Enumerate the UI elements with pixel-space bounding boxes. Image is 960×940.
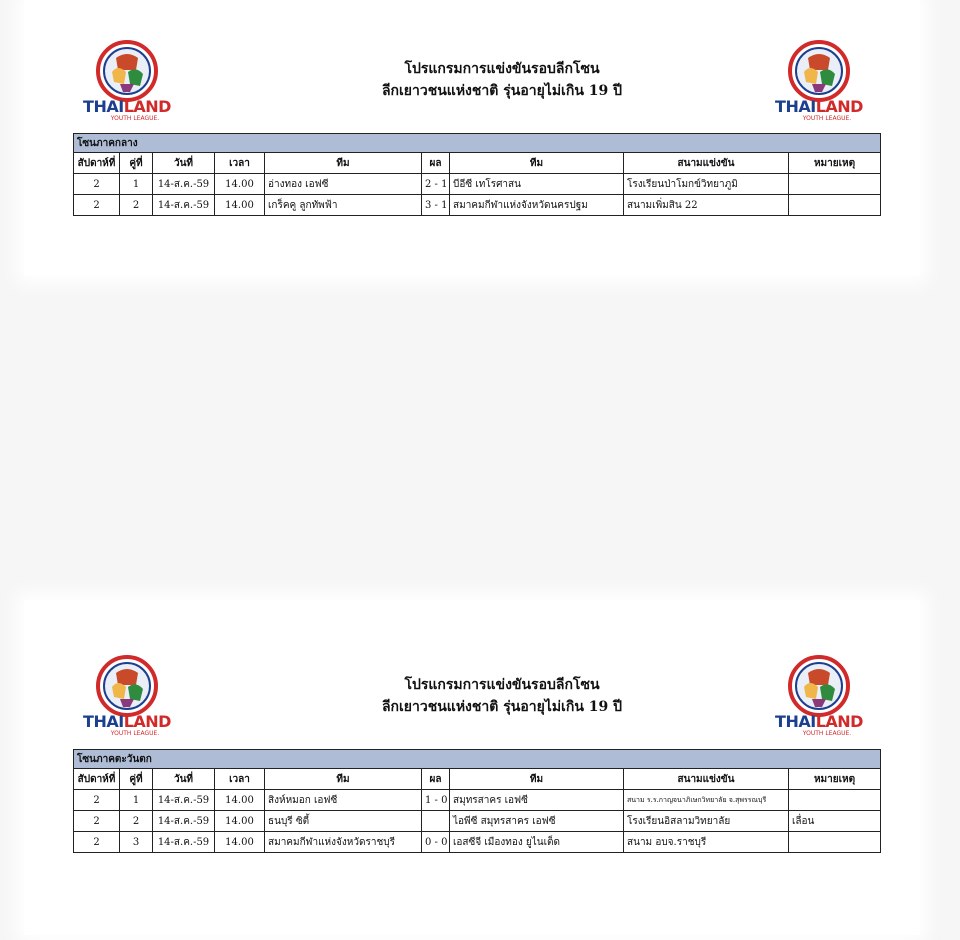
cell-venue: โรงเรียนป่าโมกข์วิทยาภูมิ bbox=[624, 174, 789, 195]
thailand-youth-league-logo-left bbox=[82, 655, 172, 741]
cell-date: 14-ส.ค.-59 bbox=[153, 832, 215, 853]
cell-date: 14-ส.ค.-59 bbox=[153, 790, 215, 811]
logo-wordmark: THAILAND bbox=[775, 712, 863, 731]
cell-result: 2 - 1 bbox=[422, 174, 450, 195]
schedule-table bbox=[73, 133, 881, 216]
cell-match-no: 2 bbox=[120, 811, 153, 832]
cell-time: 14.00 bbox=[215, 832, 265, 853]
cell-away-team: สมาคมกีฬาแห่งจังหวัดนครปฐม bbox=[450, 195, 624, 216]
football-logo-icon bbox=[96, 40, 158, 102]
cell-time: 14.00 bbox=[215, 195, 265, 216]
cell-result: 0 - 0 bbox=[422, 832, 450, 853]
col-time: เวลา bbox=[215, 153, 265, 174]
cell-match-no: 2 bbox=[120, 195, 153, 216]
cell-venue: สนาม ร.ร.กาญจนาภิเษกวิทยาลัย จ.สุพรรณบุรี bbox=[624, 790, 789, 811]
football-logo-icon bbox=[96, 655, 158, 717]
column-header-row bbox=[74, 153, 881, 174]
cell-match-no: 1 bbox=[120, 790, 153, 811]
col-match-no: คู่ที่ bbox=[120, 153, 153, 174]
schedule-sheet-central bbox=[24, 0, 920, 276]
thailand-youth-league-logo-right bbox=[774, 40, 864, 126]
title-line-2: ลีกเยาวชนแห่งชาติ รุ่นอายุไม่เกิน 19 ปี bbox=[381, 699, 623, 715]
cell-date: 14-ส.ค.-59 bbox=[153, 195, 215, 216]
cell-remarks bbox=[789, 790, 881, 811]
col-away-team: ทีม bbox=[450, 153, 624, 174]
col-week: สัปดาห์ที่ bbox=[74, 769, 120, 790]
thailand-youth-league-logo-right bbox=[774, 655, 864, 741]
cell-remarks: เลื่อน bbox=[789, 811, 881, 832]
col-away-team: ทีม bbox=[450, 769, 624, 790]
cell-time: 14.00 bbox=[215, 174, 265, 195]
zone-header-row bbox=[74, 134, 881, 153]
table-row bbox=[74, 790, 881, 811]
zone-name: โซนภาคตะวันตก bbox=[74, 750, 881, 769]
thailand-youth-league-logo-left bbox=[82, 40, 172, 126]
cell-week: 2 bbox=[74, 811, 120, 832]
cell-away-team: ไอพีซี สมุทรสาคร เอฟซี bbox=[450, 811, 624, 832]
zone-name: โซนภาคกลาง bbox=[74, 134, 881, 153]
col-time: เวลา bbox=[215, 769, 265, 790]
sheet-title bbox=[224, 674, 780, 718]
logo-subtitle: YOUTH LEAGUE. bbox=[110, 115, 160, 122]
cell-venue: สนาม อบจ.ราชบุรี bbox=[624, 832, 789, 853]
title-line-1: โปรแกรมการแข่งขันรอบลีกโซน bbox=[404, 61, 600, 77]
cell-home-team: อ่างทอง เอฟซี bbox=[265, 174, 422, 195]
cell-home-team: สมาคมกีฬาแห่งจังหวัดราชบุรี bbox=[265, 832, 422, 853]
cell-time: 14.00 bbox=[215, 790, 265, 811]
col-date: วันที่ bbox=[153, 769, 215, 790]
title-line-1: โปรแกรมการแข่งขันรอบลีกโซน bbox=[404, 677, 600, 693]
cell-week: 2 bbox=[74, 174, 120, 195]
schedule-sheet-western bbox=[24, 600, 920, 935]
cell-date: 14-ส.ค.-59 bbox=[153, 174, 215, 195]
cell-week: 2 bbox=[74, 832, 120, 853]
cell-home-team: เกร็คคู ลูกทัพฟ้า bbox=[265, 195, 422, 216]
cell-week: 2 bbox=[74, 790, 120, 811]
table-row bbox=[74, 174, 881, 195]
table-row bbox=[74, 832, 881, 853]
cell-home-team: สิงห์หมอก เอฟซี bbox=[265, 790, 422, 811]
cell-date: 14-ส.ค.-59 bbox=[153, 811, 215, 832]
cell-remarks bbox=[789, 195, 881, 216]
logo-wordmark: THAILAND bbox=[83, 97, 171, 116]
logo-subtitle: YOUTH LEAGUE. bbox=[802, 730, 852, 737]
title-line-2: ลีกเยาวชนแห่งชาติ รุ่นอายุไม่เกิน 19 ปี bbox=[381, 83, 623, 99]
col-remarks: หมายเหตุ bbox=[789, 153, 881, 174]
cell-week: 2 bbox=[74, 195, 120, 216]
zone-header-row bbox=[74, 750, 881, 769]
sheet-title bbox=[224, 58, 780, 102]
football-logo-icon bbox=[788, 655, 850, 717]
cell-home-team: ธนบุรี ซิตี้ bbox=[265, 811, 422, 832]
column-header-row bbox=[74, 769, 881, 790]
cell-venue: สนามเพิ่มสิน 22 bbox=[624, 195, 789, 216]
cell-remarks bbox=[789, 174, 881, 195]
logo-subtitle: YOUTH LEAGUE. bbox=[110, 730, 160, 737]
col-venue: สนามแข่งขัน bbox=[624, 153, 789, 174]
cell-venue: โรงเรียนอิสลามวิทยาลัย bbox=[624, 811, 789, 832]
cell-away-team: บีอีซี เทโรศาสน bbox=[450, 174, 624, 195]
col-match-no: คู่ที่ bbox=[120, 769, 153, 790]
col-venue: สนามแข่งขัน bbox=[624, 769, 789, 790]
cell-result: 3 - 1 bbox=[422, 195, 450, 216]
cell-remarks bbox=[789, 832, 881, 853]
table-row bbox=[74, 195, 881, 216]
football-logo-icon bbox=[788, 40, 850, 102]
col-home-team: ทีม bbox=[265, 769, 422, 790]
cell-result bbox=[422, 811, 450, 832]
cell-result: 1 - 0 bbox=[422, 790, 450, 811]
cell-away-team: เอสซีจี เมืองทอง ยูไนเต็ด bbox=[450, 832, 624, 853]
logo-wordmark: THAILAND bbox=[775, 97, 863, 116]
col-remarks: หมายเหตุ bbox=[789, 769, 881, 790]
col-week: สัปดาห์ที่ bbox=[74, 153, 120, 174]
col-result: ผล bbox=[422, 769, 450, 790]
logo-subtitle: YOUTH LEAGUE. bbox=[802, 115, 852, 122]
schedule-table bbox=[73, 749, 881, 853]
col-date: วันที่ bbox=[153, 153, 215, 174]
cell-match-no: 1 bbox=[120, 174, 153, 195]
cell-away-team: สมุทรสาคร เอฟซี bbox=[450, 790, 624, 811]
logo-wordmark: THAILAND bbox=[83, 712, 171, 731]
col-home-team: ทีม bbox=[265, 153, 422, 174]
cell-time: 14.00 bbox=[215, 811, 265, 832]
table-row bbox=[74, 811, 881, 832]
cell-match-no: 3 bbox=[120, 832, 153, 853]
col-result: ผล bbox=[422, 153, 450, 174]
